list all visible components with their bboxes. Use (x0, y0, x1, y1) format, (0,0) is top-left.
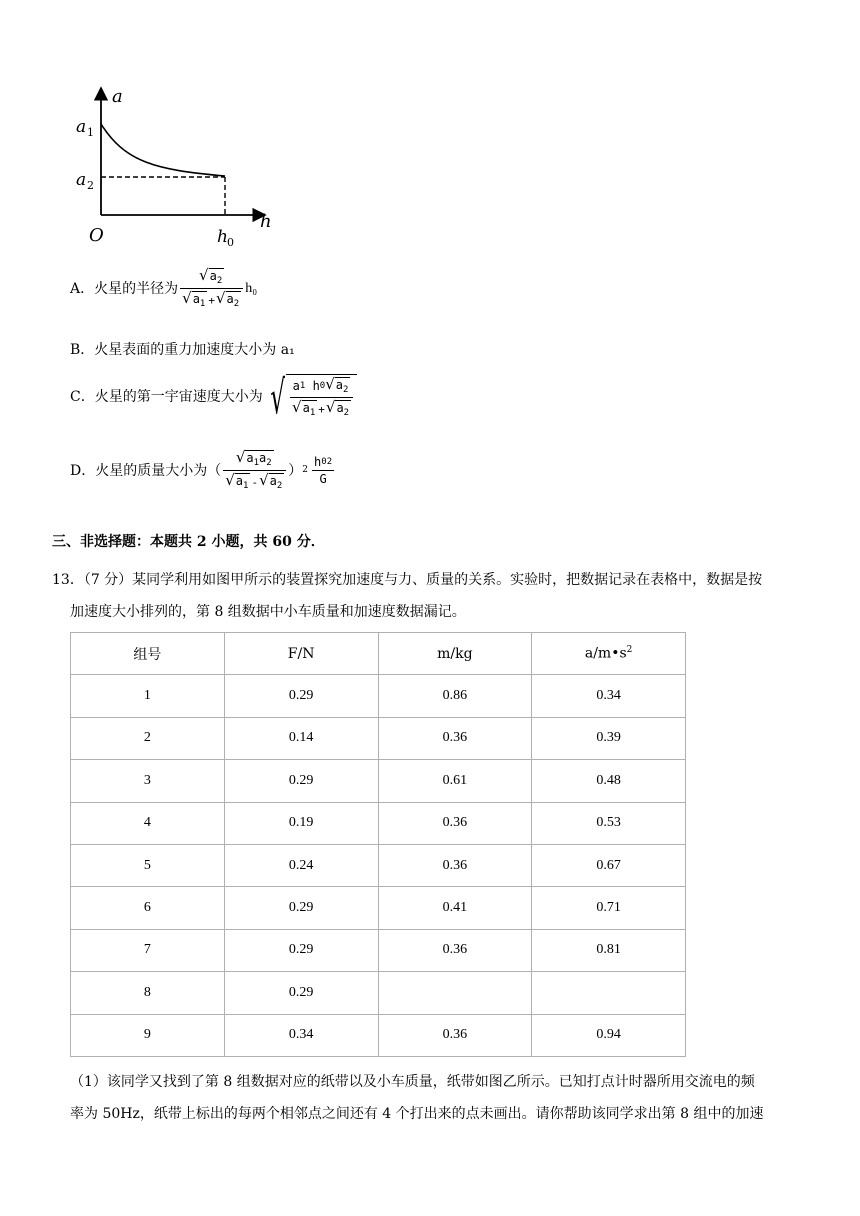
table-row: 9 0.34 0.36 0.94 (71, 1014, 686, 1056)
table-row: 3 0.29 0.61 0.48 (71, 760, 686, 802)
table-row-missing: 8 0.29 (71, 972, 686, 1014)
option-c-text: C．火星的第一宇宙速度大小为 (70, 389, 263, 405)
a1-tick-sub: 1 (87, 126, 94, 139)
a2-tick-label: a (76, 170, 87, 190)
h0-tick-sub: 0 (227, 236, 234, 249)
a1-tick-label: a (76, 117, 87, 137)
option-b-text: B．火星表面的重力加速度大小为 a₁ (70, 342, 295, 358)
h0-tick-label: h (217, 227, 228, 247)
origin-label: O (89, 225, 104, 246)
header-acceleration: $a/m•s^2$ (532, 633, 686, 675)
option-a-tail: h₀ (245, 280, 258, 296)
table-header-row (71, 633, 686, 675)
option-b[interactable] (70, 343, 295, 357)
header-force: F/N (224, 633, 378, 675)
table-row: 5 0.24 0.36 0.67 (71, 844, 686, 886)
table-row: 7 0.29 0.36 0.81 (71, 929, 686, 971)
part1-line-1: （1）该同学又找到了第 8 组数据对应的纸带以及小车质量，纸带如图乙所示。已知打点计时器所用交流电的频 (70, 1074, 755, 1090)
y-axis-label: a (112, 86, 123, 107)
option-a-fraction: √ $a_2$ √ $a_1$ + √ $a_2$ (180, 268, 243, 309)
option-d[interactable]: D．火星的质量大小为（ √ $a_1a_2$ √ $a_1$ - √ $a_2$ ） 2 h 0 2 G (70, 448, 333, 491)
section-heading: 三、非选择题：本题共 2 小题，共 60 分． (52, 534, 325, 550)
table-row: 1 0.29 0.86 0.34 (71, 675, 686, 717)
sqrt-a2: √ $a_2$ (199, 266, 223, 286)
missing-mass-cell (378, 972, 532, 1014)
option-d-text: D．火星的质量大小为（ (70, 462, 222, 479)
part1-line-2: 率为 50Hz，纸带上标出的每两个相邻点之间还有 4 个打出来的点未画出。请你帮助该同学求出第 8 组中的加速 (70, 1106, 764, 1122)
a2-tick-sub: 2 (87, 179, 94, 192)
table-row: 4 0.19 0.36 0.53 (71, 802, 686, 844)
missing-acceleration-cell (532, 972, 686, 1014)
option-a-text: A．火星的半径为 (70, 280, 179, 297)
acceleration-height-graph (70, 84, 290, 254)
option-a[interactable] (70, 268, 257, 309)
table-row: 6 0.29 0.41 0.71 (71, 887, 686, 929)
header-mass: m/kg (378, 633, 532, 675)
option-c-outer-sqrt: √ a 1 h 0 √ $a_2$ √ $a_1$ + √ $a_2$ (263, 374, 357, 420)
q13-line-2: 加速度大小排列的，第 8 组数据中小车质量和加速度数据漏记。 (70, 604, 466, 620)
option-c[interactable] (70, 370, 357, 424)
data-table (70, 632, 686, 1057)
q13-line-1: 13．（7 分）某同学利用如图甲所示的装置探究加速度与力、质量的关系。实验时，把数据记录在表格中，数据是按 (52, 572, 763, 588)
header-group: 组号 (71, 633, 225, 675)
option-d-second-fraction: h 0 2 G (314, 455, 333, 486)
option-d-fraction: √ $a_1a_2$ √ $a_1$ - √ $a_2$ (223, 450, 286, 491)
decay-curve (101, 124, 225, 176)
x-axis-label: h (260, 211, 272, 232)
table-row: 2 0.14 0.36 0.39 (71, 717, 686, 759)
